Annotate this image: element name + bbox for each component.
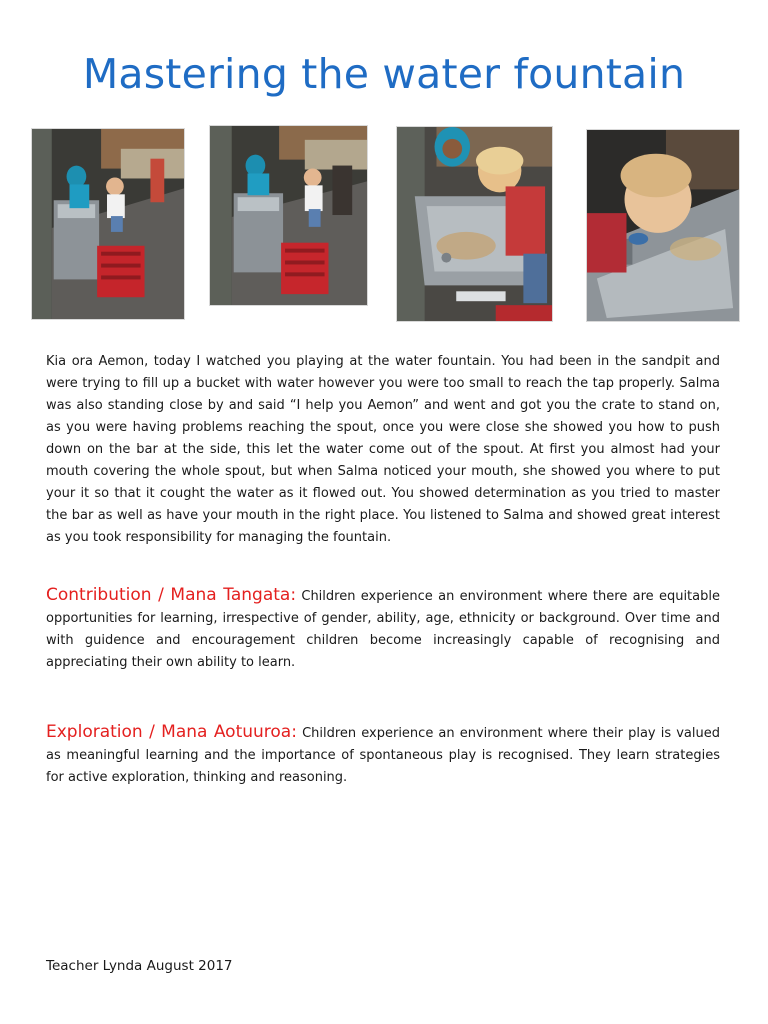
child-at-water-fountain-photo [210,126,367,305]
photo-child-at-fountain-1 [31,128,185,320]
child-at-water-fountain-photo [32,129,184,319]
teacher-signature: Teacher Lynda August 2017 [46,958,233,974]
photo-child-leaning-over-fountain [396,126,553,322]
exploration-text: Children experience an environment where their play is valued as meaningful learning and the importance of spontaneous play is recognised. They learn strategies for active exploration, thinking and reasoning. [46,726,720,785]
page-title: Mastering the water fountain [82,50,686,98]
observation-story: Kia ora Aemon, today I watched you playing at the water fountain. You had been in the sandpit and were trying to fill up a bucket with water however you were too small to reach the tap properly. Salma was also standing close by and said “I help you Aemon” and went and got you the crate to stand on, as you were having problems reaching the spout, once you were close she showed you how to push down on the bar at the side, this let the water come out of the spout. At first you almost had your mouth covering the whole spout, but when Salma noticed your mouth, she showed you where to put your it so that it cought the water as it flowed out. You showed determination as you tried to master the bar as well as have your mouth in the right place. You listened to Salma and showed great interest as you took responsibility for managing the fountain. [46,354,720,545]
contribution-paragraph [46,584,720,674]
exploration-heading: Exploration / Mana Aotuuroa: [46,722,297,742]
child-drinking-from-fountain-photo [587,130,739,321]
photo-child-drinking-from-fountain [586,129,740,322]
child-leaning-over-fountain-photo [397,127,552,321]
photo-child-at-fountain-2 [209,125,368,306]
exploration-paragraph [46,721,720,789]
contribution-text: Children experience an environment where there are equitable opportunities for learning, irrespective of gender, ability, age, ethnicity or background. Over time and with guidence and encouragement children become increasingly capable of recognising and appreciating their own ability to learn. [46,589,720,670]
contribution-heading: Contribution / Mana Tangata: [46,585,297,605]
